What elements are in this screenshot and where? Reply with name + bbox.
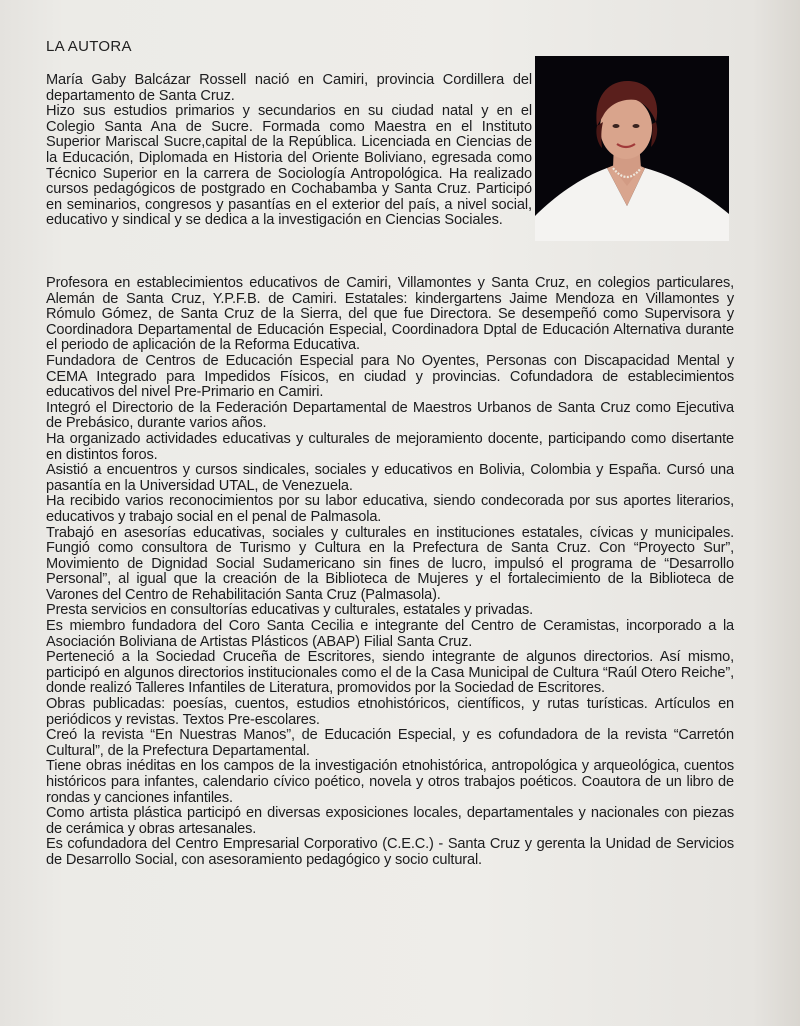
biography-paragraph: Tiene obras inéditas en los campos de la investigación etnohistórica, antropológica y arqueológica, cuentos históricos para infantes, calendario cívico poético, novela y otros trabajos poéticos. Coautora de un libro de rondas y canciones infantiles. <box>46 758 734 806</box>
biography-paragraph: Es cofundadora del Centro Empresarial Corporativo (C.E.C.) - Santa Cruz y gerenta la Unidad de Servicios de Desarrollo Social, con asesoramiento pedagógico y socio cultural. <box>46 836 734 868</box>
biography-paragraph: Integró el Directorio de la Federación Departamental de Maestros Urbanos de Santa Cruz como Ejecutiva de Prebásico, durante varios años. <box>46 399 734 432</box>
intro-paragraph: María Gaby Balcázar Rossell nació en Camiri, provincia Cordillera del departamento de Santa Cruz. <box>46 72 532 104</box>
section-heading: LA AUTORA <box>46 38 132 55</box>
biography-paragraph: Como artista plástica participó en diversas exposiciones locales, departamentales y nacionales con piezas de cerámica y obras artesanales. <box>46 805 734 837</box>
biography-paragraph: Trabajó en asesorías educativas, sociales y culturales en instituciones estatales, cívicas y municipales. Fungió como consultora de Turismo y Cultura en la Prefectura de Santa Cruz. Con “Proyecto Sur”, Movimiento de Dignidad Social Sudamericano sin fines de lucro, impulsó el programa de “Desarrollo Personal”, al igual que la creación de la Biblioteca de Mujeres y el fortalecimiento de la Biblioteca de Varones del Centro de Rehabilitación Santa Cruz (Palmasola). <box>46 524 734 603</box>
biography-paragraph: Ha organizado actividades educativas y culturales de mejoramiento docente, participando como disertante en distintos foros. <box>46 430 734 463</box>
biography-paragraph: Hizo sus estudios primarios y secundarios en su ciudad natal y en el Colegio Santa Ana de Sucre. Formada como Maestra en el Instituto Superior Mariscal Sucre,capital de la República. Licenciada en Ciencias de la Educación, Diplomada en Historia del Oriente Boliviano, egresada como Técnico Superior en la carrera de Sociología Antropológica. Ha realizado cursos pedagógicos de postgrado en Cochabamba y Santa Cruz. Participó en seminarios, congresos y pasantías en el exterior del país, a nivel social, educativo y sindical y se dedica a la investigación en Ciencias Sociales. <box>46 103 532 229</box>
biography-paragraph: Creó la revista “En Nuestras Manos”, de Educación Especial, y es cofundadora de la revista “Carretón Cultural”, de la Prefectura Departamental. <box>46 727 734 759</box>
biography-paragraph: Ha recibido varios reconocimientos por su labor educativa, siendo condecorada por sus aportes literarios, educativos y trabajo social en el penal de Palmasola. <box>46 493 734 525</box>
intro-column <box>46 73 532 229</box>
author-portrait-drawing <box>535 56 729 241</box>
biography-paragraph: Perteneció a la Sociedad Cruceña de Escritores, siendo integrante de algunos directorios. Así mismo, participó en algunos directorios institucionales como el de la Casa Municipal de Cultura “Raúl Otero Reiche”, donde realizó Talleres Infantiles de Literatura, promovidos por la Sociedad de Escritores. <box>46 649 734 697</box>
biography-paragraph: Es miembro fundadora del Coro Santa Cecilia e integrante del Centro de Ceramistas, incorporado a la Asociación Boliviana de Artistas Plásticos (ABAP) Filial Santa Cruz. <box>46 618 734 650</box>
biography-paragraph: Fundadora de Centros de Educación Especial para No Oyentes, Personas con Discapacidad Mental y CEMA Integrado para Impedidos Físicos, en ciudad y provincias. Cofundadora de establecimientos educativos del nivel Pre-Primario en Camiri. <box>46 352 734 401</box>
biography-paragraph: Presta servicios en consultorías educativas y culturales, estatales y privadas. <box>46 602 534 619</box>
biography-paragraph: Asistió a encuentros y cursos sindicales, sociales y educativos en Bolivia, Colombia y España. Cursó una pasantía en la Universidad UTAL, de Venezuela. <box>46 462 734 494</box>
biography-body <box>46 276 734 869</box>
author-portrait <box>535 56 729 241</box>
biography-paragraph: Profesora en establecimientos educativos de Camiri, Villamontes y Santa Cruz, en colegios particulares, Alemán de Santa Cruz, Y.P.F.B. de Camiri. Estatales: kindergartens Jaime Mendoza en Villamontes y Rómulo Gómez, de Santa Cruz de la Sierra, del que fue Directora. Se desempeñó como Supervisora y Coordinadora Departamental de Educación Especial, Coordinadora Dptal de Educación Alternativa durante el periodo de aplicación de la Reforma Educativa. <box>46 275 734 354</box>
biography-paragraph: Obras publicadas: poesías, cuentos, estudios etnohistóricos, científicos, y rutas turísticas. Artículos en periódicos y revistas. Textos Pre-escolares. <box>46 696 734 728</box>
